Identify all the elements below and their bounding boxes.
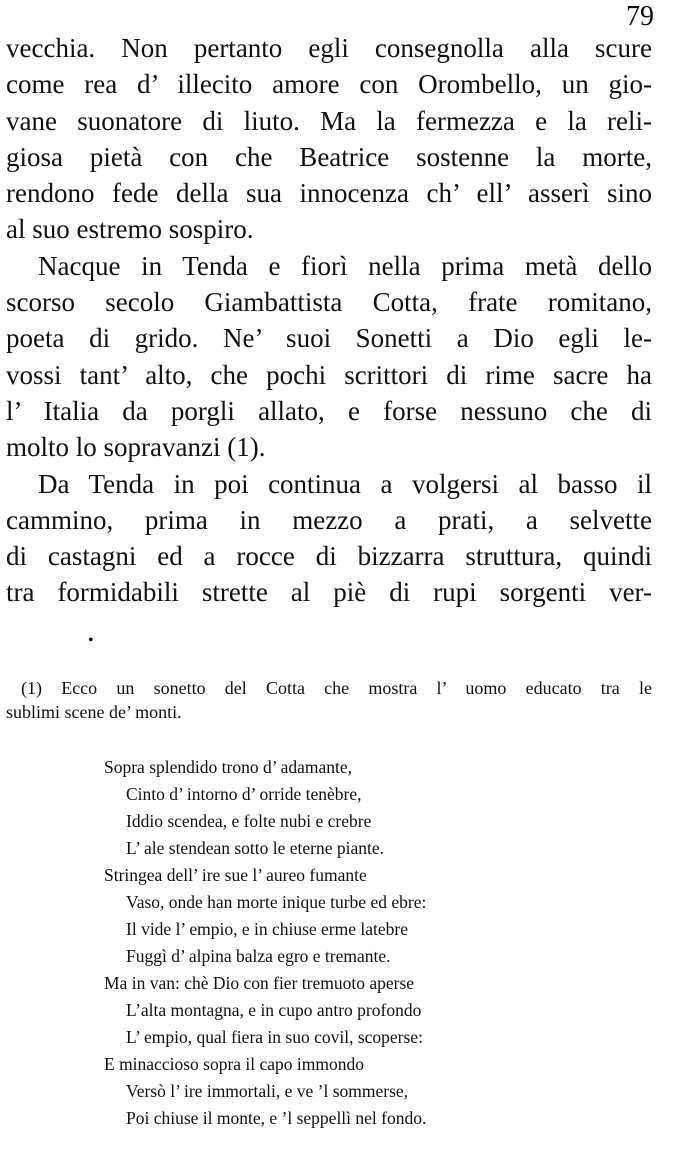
text-line: Da Tenda in poi continua a volgersi al basso il [38, 468, 652, 499]
sonnet-verse: Sopra splendido trono d’ adamante, [104, 757, 353, 777]
sonnet-verse: Il vide l’ empio, e in chiuse erme latebre [126, 919, 408, 939]
footnote-line: (1) Ecco un sonetto del Cotta che mostra l’ uomo educato tra le [21, 678, 652, 698]
text-line: vane suonatore di liuto. Ma la fermezza e la reli- [6, 105, 652, 136]
footnote [6, 676, 652, 724]
sonnet-verse: L’alta montagna, e in cupo antro profondo [126, 1000, 422, 1020]
sonnet-verse: L’ ale stendean sotto le eterne piante. [126, 838, 385, 858]
sonnet-verse: Cinto d’ intorno d’ orride tenèbre, [126, 784, 362, 804]
text-line: di castagni ed a rocce di bizzarra struttura, quindi [6, 541, 652, 572]
text-line: molto lo sopravanzi (1). [6, 432, 266, 463]
page-number: 79 [626, 1, 654, 32]
sonnet-verse: Poi chiuse il monte, e ’l seppellì nel fondo. [126, 1108, 427, 1128]
sonnet-verse: Fuggì d’ alpina balza egro e tremante. [126, 946, 391, 966]
text-line: rendono fede della sua innocenza ch’ ell’ asserì sino [6, 178, 652, 209]
footnote-line: sublimi scene de’ monti. [6, 702, 182, 722]
sonnet-verse: Versò l’ ire immortali, e ve ’l sommerse, [126, 1081, 409, 1101]
sonnet-verse: Stringea dell’ ire sue l’ aureo fumante [104, 865, 367, 885]
text-line: come rea d’ illecito amore con Orombello, un gio- [6, 69, 652, 100]
sonnet-verse: Vaso, onde han morte inique turbe ed ebre: [126, 892, 427, 912]
text-line: tra formidabili strette al piè di rupi sorgenti ver- [6, 577, 652, 608]
text-line: cammino, prima in mezzo a prati, a selvette [6, 504, 652, 535]
sonnet-verse: L’ empio, qual fiera in suo covil, scoperse: [126, 1027, 423, 1047]
text-line: poeta di grido. Ne’ suoi Sonetti a Dio egli le- [6, 323, 652, 354]
text-line: giosa pietà con che Beatrice sostenne la morte, [6, 141, 652, 172]
sonnet-verse: E minaccioso sopra il capo immondo [104, 1054, 365, 1074]
text-line: vecchia. Non pertanto egli consegnolla alla scure [6, 33, 652, 63]
sonnet-verse: Iddio scendea, e folte nubi e crebre [126, 811, 372, 831]
text-line: vossi tant’ alto, che pochi scrittori di rime sacre ha [6, 359, 652, 390]
sonnet [104, 754, 554, 1132]
text-line: l’ Italia da porgli allato, e forse nessuno che di [6, 395, 652, 426]
text-line: scorso secolo Giambattista Cotta, frate romitano, [6, 287, 652, 318]
text-line: Nacque in Tenda e fiorì nella prima metà dello [38, 250, 652, 281]
main-text [6, 30, 652, 611]
text-line: al suo estremo sospiro. [6, 214, 254, 245]
footnote-separator-mark: • [88, 632, 94, 649]
sonnet-verse: Ma in van: chè Dio con fier tremuoto aperse [104, 973, 415, 993]
